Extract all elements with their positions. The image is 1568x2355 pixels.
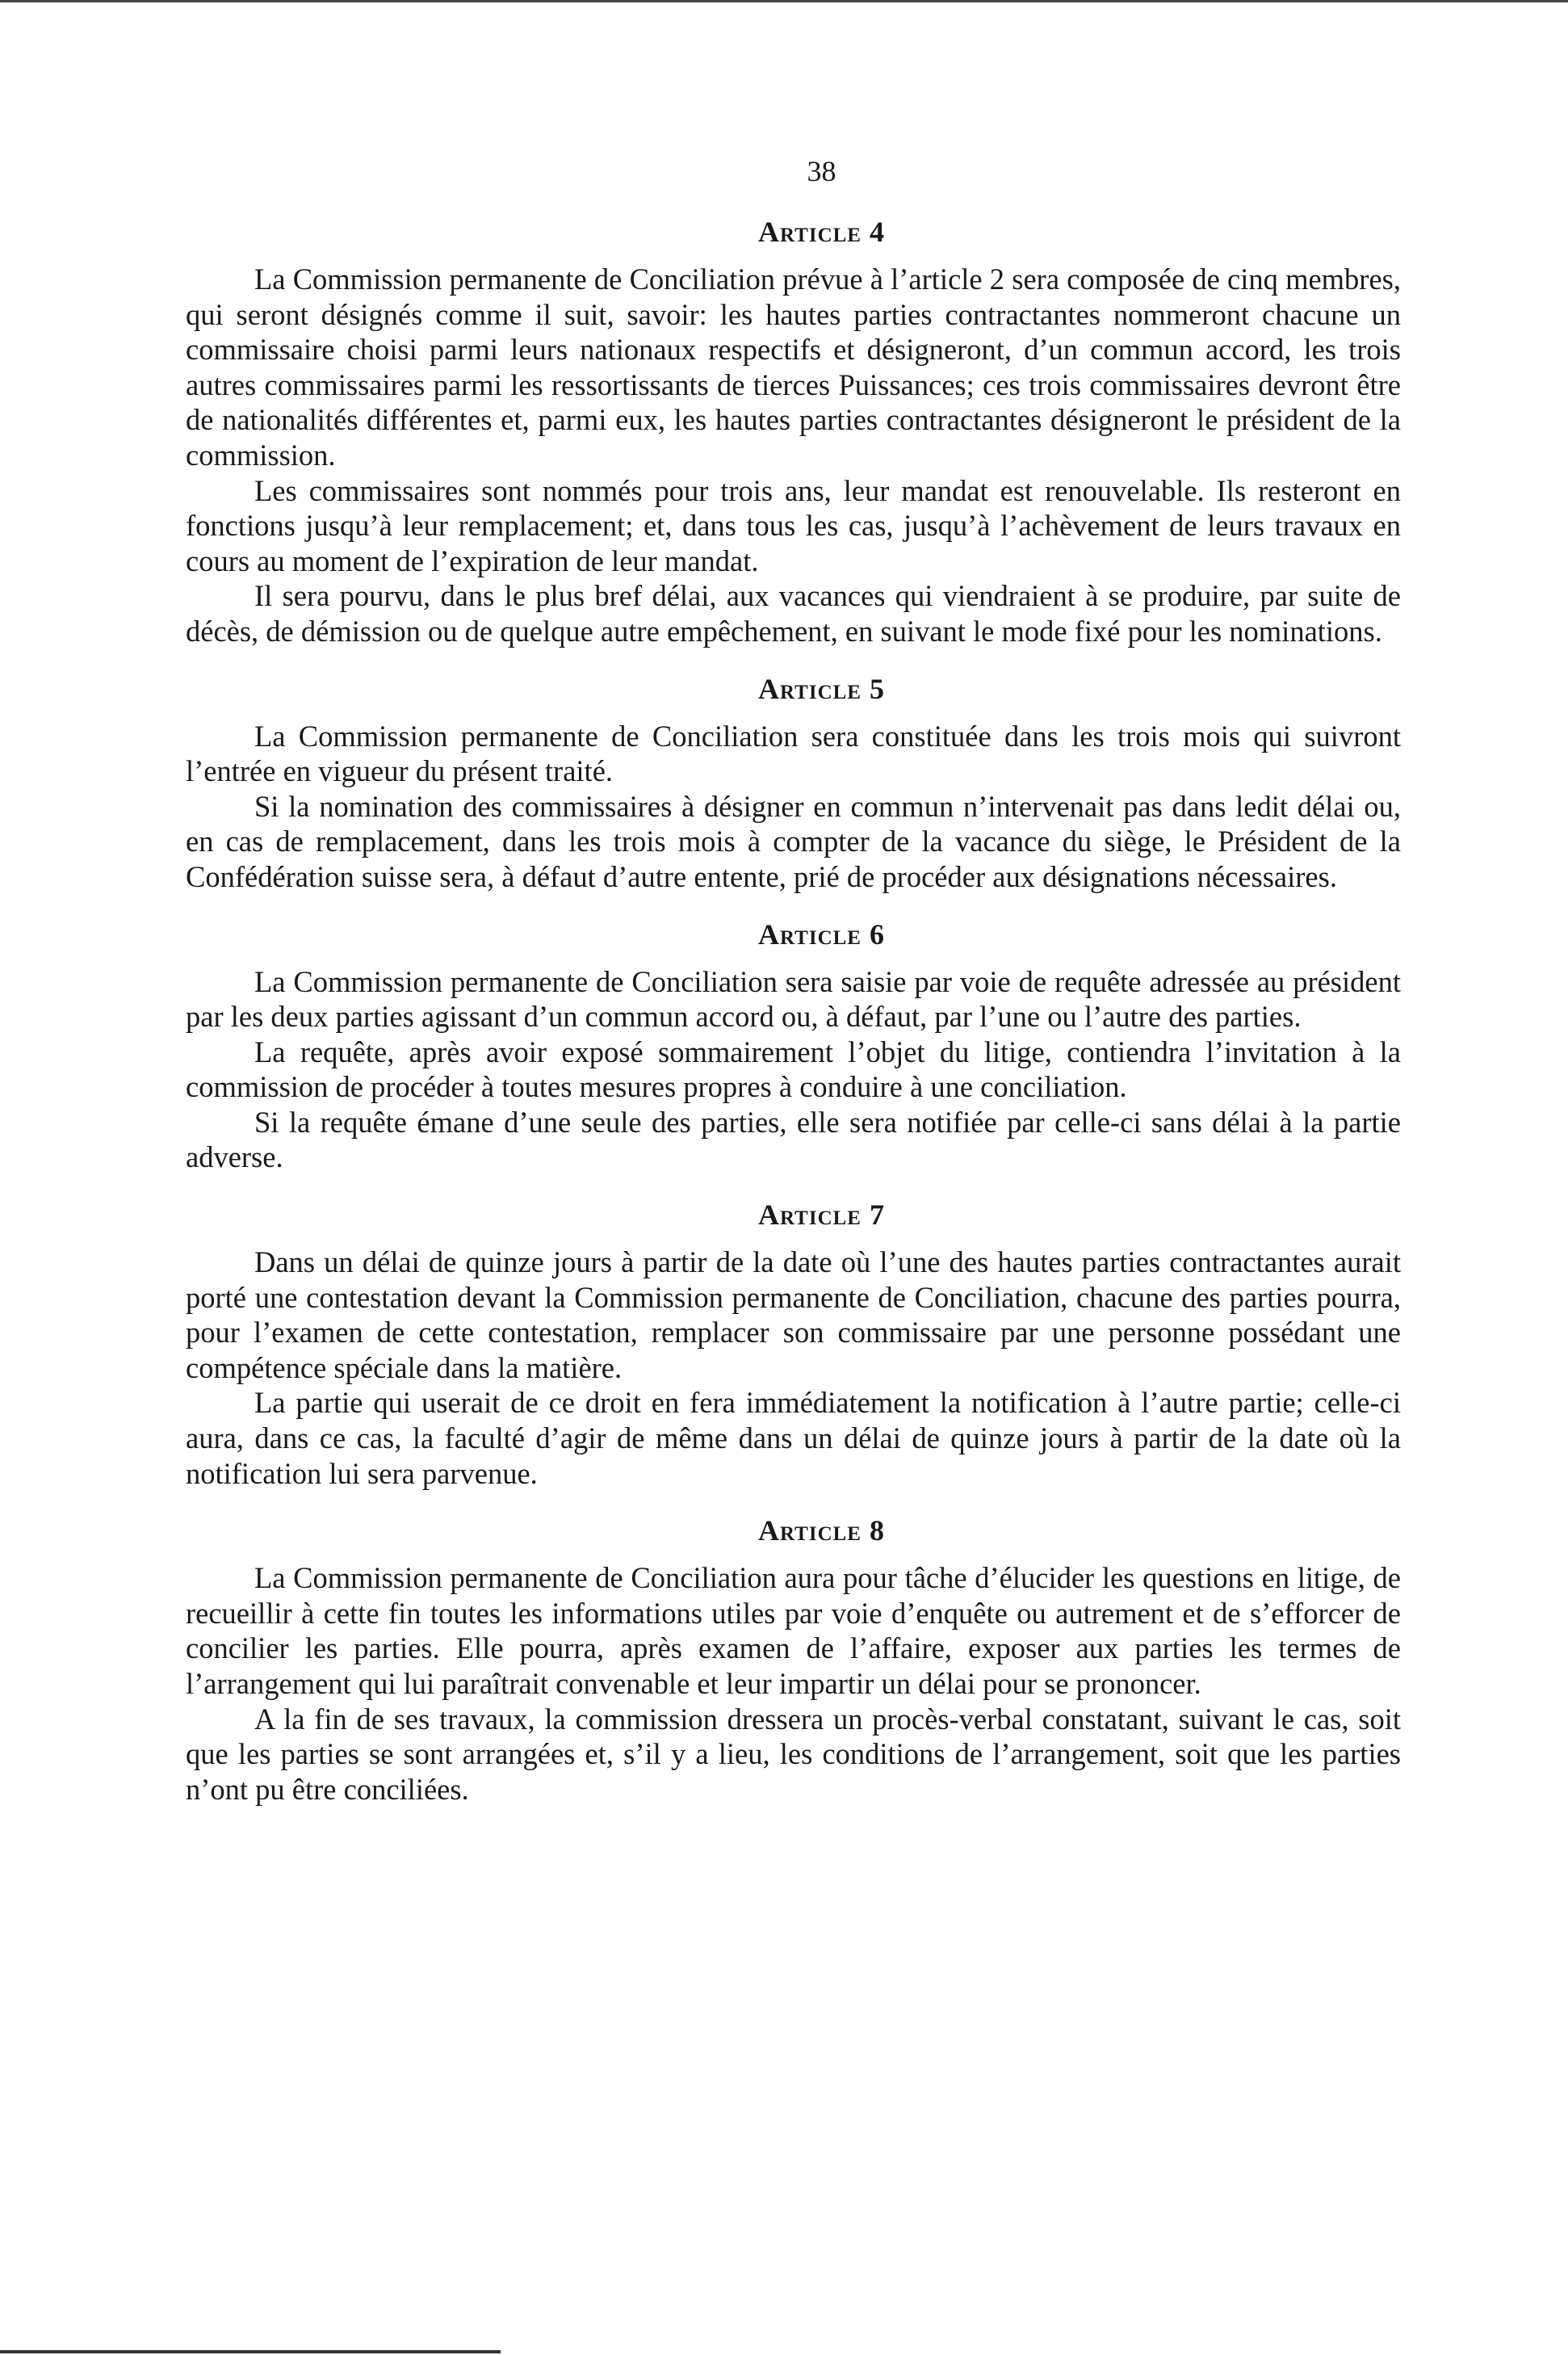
- article-8: [186, 1512, 1401, 1807]
- article-7: [186, 1196, 1401, 1491]
- paragraph: A la fin de ses travaux, la commission dressera un procès-verbal constatant, suivant le cas, soit que les parties se sont arrangées et, s’il y a lieu, les conditions de l’arrangement, soit que les parties n’ont pu être conciliées.: [186, 1702, 1401, 1806]
- paragraph: La Commission permanente de Conciliation aura pour tâche d’élucider les questions en litige, de recueillir à cette fin toutes les informations utiles par voie d’enquête ou autrement et de s’efforcer de concilier les parties. Elle pourra, après examen de l’affaire, exposer aux parties les termes de l’arrangement qui lui paraîtrait convenable et leur impartir un délai pour se prononcer.: [186, 1561, 1401, 1700]
- article-heading: Article 6: [758, 917, 885, 951]
- scan-edge-top: [0, 0, 1568, 2]
- paragraph: Les commissaires sont nommés pour trois ans, leur mandat est renouvelable. Ils resteront en fonctions jusqu’à leur remplacement; et, dans tous les cas, jusqu’à l’achèvement de leurs travaux en cours au moment de l’expiration de leur mandat.: [186, 473, 1401, 577]
- paragraph: Si la nomination des commissaires à désigner en commun n’intervenait pas dans ledit délai ou, en cas de remplacement, dans les trois mois à compter de la vacance du siège, le Président de la Confédération suisse sera, à défaut d’autre entente, prié de procéder aux désignations nécessaires.: [186, 789, 1401, 893]
- paragraph: La partie qui userait de ce droit en fera immédiatement la notification à l’autre partie; celle-ci aura, dans ce cas, la faculté d’agir de même dans un délai de quinze jours à partir de la date où la notification lui sera parvenue.: [186, 1386, 1401, 1490]
- paragraph: Il sera pourvu, dans le plus bref délai, aux vacances qui viendraient à se produire, par suite de décès, de démission ou de quelque autre empêchement, en suivant le mode fixé pour les nominations.: [186, 579, 1401, 648]
- article-heading: Article 8: [758, 1514, 885, 1547]
- paragraph: La requête, après avoir exposé sommairement l’objet du litige, contiendra l’invitation à la commission de procéder à toutes mesures propres à conduire à une conciliation.: [186, 1035, 1401, 1104]
- paragraph: La Commission permanente de Conciliation prévue à l’article 2 sera composée de cinq membres, qui seront désignés comme il suit, savoir: les hautes parties contractantes nommeront chacune un commissaire choisi parmi leurs nationaux respectifs et désigneront, d’un commun accord, les trois autres commissaires parmi les ressortissants de tierces Puissances; ces trois commissaires devront être de nationalités différentes et, parmi eux, les hautes parties contractantes désigneront le président de la commission.: [186, 262, 1401, 472]
- article-5: [186, 670, 1401, 895]
- article-4: [186, 213, 1401, 649]
- paragraph: Dans un délai de quinze jours à partir de la date où l’une des hautes parties contractantes aurait porté une contestation devant la Commission permanente de Conciliation, chacune des parties pourra, pour l’examen de cette contestation, remplacer son commissaire par une personne possédant une compétence spéciale dans la matière.: [186, 1245, 1401, 1384]
- page-number: 38: [807, 155, 836, 187]
- article-heading: Article 7: [758, 1198, 885, 1232]
- paragraph: La Commission permanente de Conciliation sera saisie par voie de requête adressée au président par les deux parties agissant d’un commun accord ou, à défaut, par l’une ou l’autre des parties.: [186, 964, 1401, 1034]
- paragraph: La Commission permanente de Conciliation sera constituée dans les trois mois qui suivront l’entrée en vigueur du présent traité.: [186, 719, 1401, 788]
- article-heading: Article 5: [758, 672, 885, 705]
- paragraph: Si la requête émane d’une seule des parties, elle sera notifiée par celle-ci sans délai à la partie adverse.: [186, 1105, 1401, 1174]
- article-heading: Article 4: [758, 216, 885, 248]
- scan-edge-bottom: [0, 2350, 501, 2353]
- document-page: [186, 152, 1401, 1807]
- article-6: [186, 916, 1401, 1176]
